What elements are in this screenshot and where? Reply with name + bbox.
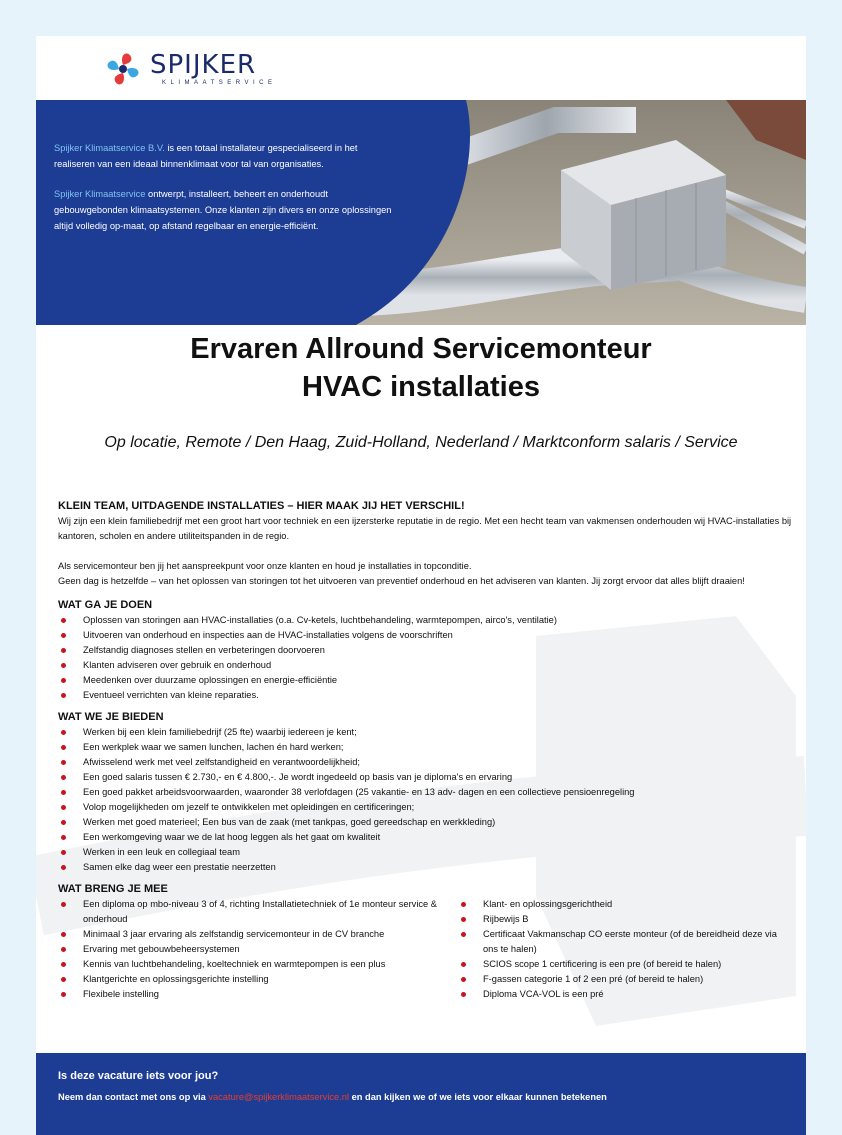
list-item: SCIOS scope 1 certificering is een pre (of bereid te halen): [458, 957, 793, 972]
list-item: Een diploma op mbo-niveau 3 of 4, richting Installatietechniek of 1e monteur service & onderhoud: [58, 897, 458, 927]
intro-paragraph-1: [54, 140, 399, 172]
list-item: Een werkomgeving waar we de lat hoog leggen als het gaat om kwaliteit: [58, 830, 793, 845]
list-item: Klanten adviseren over gebruik en onderhoud: [58, 658, 793, 673]
intro-text-2: ontwerpt, installeert, beheert en onderhoudt gebouwgebonden klimaatsystemen. Onze klanten zijn divers en onze oplossingen altijd volledig op-maat, op afstand regelbaar en energie-efficiënt.: [54, 189, 392, 231]
footer-question: Is deze vacature iets voor jou?: [58, 1070, 219, 1082]
list-item: Minimaal 3 jaar ervaring als zelfstandig servicemonteur in de CV branche: [58, 927, 458, 942]
job-title: [36, 330, 806, 406]
job-title-line-1: Ervaren Allround Servicemonteur: [190, 333, 652, 365]
list-item: Diploma VCA-VOL is een pré: [458, 987, 793, 1002]
list-item: Zelfstandig diagnoses stellen en verbeteringen doorvoeren: [58, 643, 793, 658]
list-item: Flexibele instelling: [58, 987, 458, 1002]
breng-list-left: [58, 897, 458, 1002]
job-title-line-2: HVAC installaties: [302, 371, 540, 403]
footer-contact-line: [58, 1092, 607, 1102]
intro-body-1: Wij zijn een klein familiebedrijf met een groot hart voor techniek en een ijzersterke reputatie in de regio. Met een hecht team van vakmensen onderhouden wij HVAC-installaties bij kantoren, scholen en andere utiliteitspanden in de regio.: [58, 516, 792, 541]
list-item: Uitvoeren van onderhoud en inspecties aan de HVAC-installaties volgens de voorschriften: [58, 628, 793, 643]
section-heading-doen: WAT GA JE DOEN: [58, 599, 153, 611]
footer-text-after: en dan kijken we of we iets voor elkaar kunnen betekenen: [349, 1092, 607, 1102]
list-item: Kennis van luchtbehandeling, koeltechniek en warmtepompen is een plus: [58, 957, 458, 972]
logo-bar: [36, 36, 806, 100]
breng-list-right: [458, 897, 793, 1002]
job-meta: Op locatie, Remote / Den Haag, Zuid-Holland, Nederland / Marktconform salaris / Service: [104, 434, 738, 451]
list-item: Samen elke dag weer een prestatie neerzetten: [58, 860, 793, 875]
intro-paragraph-2: [54, 186, 399, 234]
list-item: Eventueel verrichten van kleine reparaties.: [58, 688, 793, 703]
list-item: Klant- en oplossingsgerichtheid: [458, 897, 793, 912]
fan-logo-icon: [102, 48, 144, 90]
intro-text: [54, 140, 399, 248]
contact-footer: [36, 1053, 806, 1135]
logo-wordmark: SPIJKER: [150, 50, 257, 80]
contact-email-link[interactable]: vacature@spijkerklimaatservice.nl: [208, 1092, 350, 1102]
vacancy-content: [58, 498, 793, 1002]
list-item: Werken met goed materieel; Een bus van de zaak (met tankpas, goed gereedschap en werkkleding): [58, 815, 793, 830]
section-heading-intro: KLEIN TEAM, UITDAGENDE INSTALLATIES – HIER MAAK JIJ HET VERSCHIL!: [58, 500, 465, 512]
logo-tagline: KLIMAATSERVICE: [162, 80, 277, 86]
list-item: Certificaat Vakmanschap CO eerste monteur (of de bereidheid deze via ons te halen): [458, 927, 793, 957]
breng-columns: [58, 897, 793, 1002]
company-name-highlight: Spijker Klimaatservice B.V.: [54, 143, 165, 153]
list-item: Een goed salaris tussen € 2.730,- en € 4.800,-. Je wordt ingedeeld op basis van je diploma's en ervaring: [58, 770, 793, 785]
intro-body-3: Geen dag is hetzelfde – van het oplossen van storingen tot het uitvoeren van preventief onderhoud en het adviseren van klanten. Jij zorgt ervoor dat alles blijft draaien!: [58, 576, 745, 586]
list-item: F-gassen categorie 1 of 2 een pré (of bereid te halen): [458, 972, 793, 987]
list-item: Volop mogelijkheden om jezelf te ontwikkelen met opleidingen en certificeringen;: [58, 800, 793, 815]
list-item: Oplossen van storingen aan HVAC-installaties (o.a. Cv-ketels, luchtbehandeling, warmtepompen, airco's, ventilatie): [58, 613, 793, 628]
list-item: Meedenken over duurzame oplossingen en energie-efficiëntie: [58, 673, 793, 688]
doen-list: [58, 613, 793, 703]
company-name-highlight: Spijker Klimaatservice: [54, 189, 146, 199]
bieden-list: [58, 725, 793, 875]
list-item: Rijbewijs B: [458, 912, 793, 927]
footer-text-before: Neem dan contact met ons op via: [58, 1092, 209, 1102]
hero-banner: [36, 100, 806, 325]
list-item: Een goed pakket arbeidsvoorwaarden, waaronder 38 verlofdagen (25 vakantie- en 13 adv- dagen en een collectieve pensioenregeling: [58, 785, 793, 800]
vacancy-page: [36, 36, 806, 1135]
list-item: Afwisselend werk met veel zelfstandigheid en verantwoordelijkheid;: [58, 755, 793, 770]
company-logo: [102, 48, 292, 90]
list-item: Werken in een leuk en collegiaal team: [58, 845, 793, 860]
intro-text-1: is een totaal installateur gespecialiseerd in het realiseren van een ideaal binnenklimaat voor tal van organisaties.: [54, 143, 358, 169]
list-item: Klantgerichte en oplossingsgerichte instelling: [58, 972, 458, 987]
section-heading-breng: WAT BRENG JE MEE: [58, 883, 168, 895]
section-heading-bieden: WAT WE JE BIEDEN: [58, 711, 164, 723]
list-item: Ervaring met gebouwbeheersystemen: [58, 942, 458, 957]
list-item: Een werkplek waar we samen lunchen, lachen én hard werken;: [58, 740, 793, 755]
list-item: Werken bij een klein familiebedrijf (25 fte) waarbij iedereen je kent;: [58, 725, 793, 740]
intro-body-2: Als servicemonteur ben jij het aanspreekpunt voor onze klanten en houd je installaties in topconditie.: [58, 561, 472, 571]
